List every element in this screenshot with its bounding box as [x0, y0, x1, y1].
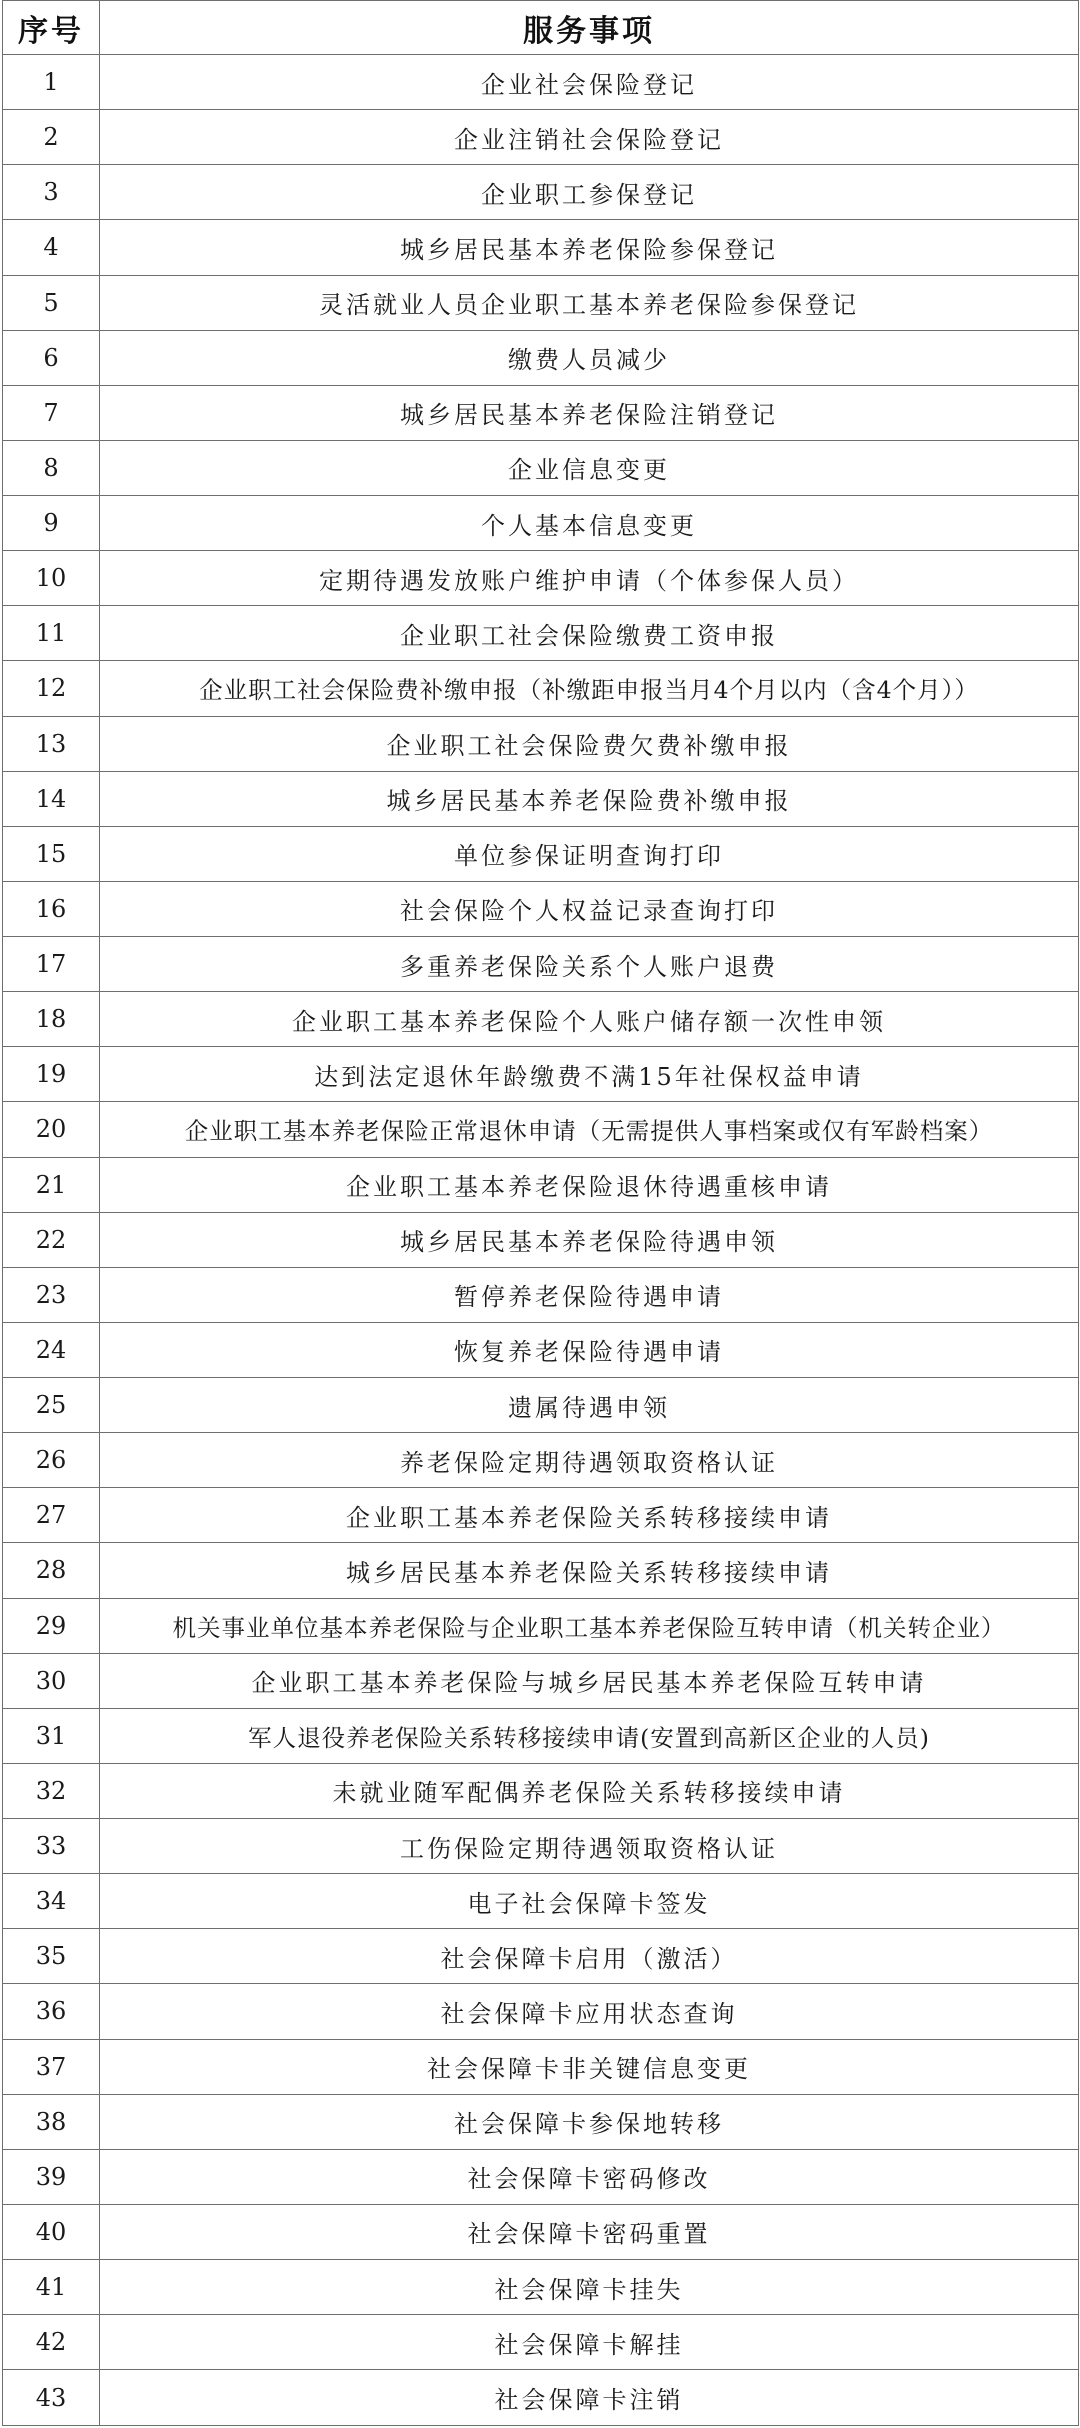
- table-row: [3, 1157, 1079, 1212]
- row-index: 24: [3, 1322, 100, 1377]
- row-service-item: 城乡居民基本养老保险参保登记: [100, 220, 1079, 275]
- row-index: 12: [3, 661, 100, 716]
- row-service-item: 遗属待遇申领: [100, 1378, 1079, 1433]
- row-index: 3: [3, 165, 100, 220]
- row-index: 38: [3, 2094, 100, 2149]
- row-index: 6: [3, 330, 100, 385]
- row-service-item: 个人基本信息变更: [100, 496, 1079, 551]
- header-row: [3, 1, 1079, 55]
- header-service-item: 服务事项: [100, 1, 1079, 55]
- table-row: [3, 1488, 1079, 1543]
- table-row: [3, 992, 1079, 1047]
- row-index: 26: [3, 1433, 100, 1488]
- table-row: [3, 661, 1079, 716]
- row-service-item: 企业职工参保登记: [100, 165, 1079, 220]
- table-row: [3, 496, 1079, 551]
- table-row: [3, 1543, 1079, 1598]
- table-row: [3, 826, 1079, 881]
- row-index: 30: [3, 1653, 100, 1708]
- table-row: [3, 606, 1079, 661]
- row-service-item: 企业职工基本养老保险与城乡居民基本养老保险互转申请: [100, 1653, 1079, 1708]
- table-row: [3, 2260, 1079, 2315]
- row-index: 16: [3, 881, 100, 936]
- table-row: [3, 1212, 1079, 1267]
- table-row: [3, 1874, 1079, 1929]
- row-service-item: 社会保障卡应用状态查询: [100, 1984, 1079, 2039]
- table-row: [3, 2149, 1079, 2204]
- row-index: 22: [3, 1212, 100, 1267]
- table-row: [3, 771, 1079, 826]
- row-service-item: 城乡居民基本养老保险待遇申领: [100, 1212, 1079, 1267]
- row-service-item: 社会保障卡挂失: [100, 2260, 1079, 2315]
- row-service-item: 企业职工社会保险费欠费补缴申报: [100, 716, 1079, 771]
- table-row: [3, 1653, 1079, 1708]
- table-row: [3, 440, 1079, 495]
- row-index: 11: [3, 606, 100, 661]
- table-row: [3, 165, 1079, 220]
- table-row: [3, 1708, 1079, 1763]
- row-index: 31: [3, 1708, 100, 1763]
- row-service-item: 社会保障卡解挂: [100, 2315, 1079, 2370]
- table-row: [3, 1047, 1079, 1102]
- row-index: 36: [3, 1984, 100, 2039]
- table-row: [3, 1267, 1079, 1322]
- row-index: 1: [3, 55, 100, 110]
- row-service-item: 社会保障卡注销: [100, 2370, 1079, 2426]
- row-service-item: 企业职工基本养老保险退休待遇重核申请: [100, 1157, 1079, 1212]
- row-service-item: 达到法定退休年龄缴费不满15年社保权益申请: [100, 1047, 1079, 1102]
- row-index: 13: [3, 716, 100, 771]
- row-index: 35: [3, 1929, 100, 1984]
- row-index: 27: [3, 1488, 100, 1543]
- table-row: [3, 1763, 1079, 1818]
- row-service-item: 暂停养老保险待遇申请: [100, 1267, 1079, 1322]
- row-service-item: 多重养老保险关系个人账户退费: [100, 937, 1079, 992]
- row-service-item: 未就业随军配偶养老保险关系转移接续申请: [100, 1763, 1079, 1818]
- table-row: [3, 110, 1079, 165]
- row-service-item: 企业职工基本养老保险关系转移接续申请: [100, 1488, 1079, 1543]
- row-service-item: 社会保障卡非关键信息变更: [100, 2039, 1079, 2094]
- row-service-item: 军人退役养老保险关系转移接续申请(安置到高新区企业的人员): [100, 1708, 1079, 1763]
- table-row: [3, 2204, 1079, 2259]
- row-index: 21: [3, 1157, 100, 1212]
- row-index: 4: [3, 220, 100, 275]
- row-service-item: 电子社会保障卡签发: [100, 1874, 1079, 1929]
- row-index: 20: [3, 1102, 100, 1157]
- row-service-item: 社会保障卡密码修改: [100, 2149, 1079, 2204]
- table-row: [3, 2094, 1079, 2149]
- row-index: 32: [3, 1763, 100, 1818]
- row-service-item: 恢复养老保险待遇申请: [100, 1322, 1079, 1377]
- row-index: 25: [3, 1378, 100, 1433]
- row-service-item: 城乡居民基本养老保险费补缴申报: [100, 771, 1079, 826]
- table-row: [3, 1984, 1079, 2039]
- row-index: 19: [3, 1047, 100, 1102]
- row-index: 33: [3, 1819, 100, 1874]
- row-index: 37: [3, 2039, 100, 2094]
- table-row: [3, 330, 1079, 385]
- row-service-item: 灵活就业人员企业职工基本养老保险参保登记: [100, 275, 1079, 330]
- table-row: [3, 2370, 1079, 2426]
- row-service-item: 社会保障卡密码重置: [100, 2204, 1079, 2259]
- row-service-item: 定期待遇发放账户维护申请（个体参保人员）: [100, 551, 1079, 606]
- row-index: 10: [3, 551, 100, 606]
- table-row: [3, 2315, 1079, 2370]
- row-index: 2: [3, 110, 100, 165]
- row-service-item: 社会保险个人权益记录查询打印: [100, 881, 1079, 936]
- header-index: 序号: [3, 1, 100, 55]
- row-service-item: 单位参保证明查询打印: [100, 826, 1079, 881]
- table-row: [3, 551, 1079, 606]
- table-row: [3, 1102, 1079, 1157]
- row-service-item: 城乡居民基本养老保险关系转移接续申请: [100, 1543, 1079, 1598]
- table-row: [3, 1598, 1079, 1653]
- row-service-item: 企业职工社会保险缴费工资申报: [100, 606, 1079, 661]
- row-index: 43: [3, 2370, 100, 2426]
- table-row: [3, 385, 1079, 440]
- row-index: 23: [3, 1267, 100, 1322]
- row-index: 7: [3, 385, 100, 440]
- table-row: [3, 937, 1079, 992]
- row-index: 9: [3, 496, 100, 551]
- row-service-item: 企业职工社会保险费补缴申报（补缴距申报当月4个月以内（含4个月））: [100, 661, 1079, 716]
- row-service-item: 社会保障卡启用（激活）: [100, 1929, 1079, 1984]
- row-index: 29: [3, 1598, 100, 1653]
- table-row: [3, 2039, 1079, 2094]
- table-row: [3, 881, 1079, 936]
- row-service-item: 机关事业单位基本养老保险与企业职工基本养老保险互转申请（机关转企业）: [100, 1598, 1079, 1653]
- row-service-item: 企业信息变更: [100, 440, 1079, 495]
- row-service-item: 工伤保险定期待遇领取资格认证: [100, 1819, 1079, 1874]
- row-index: 41: [3, 2260, 100, 2315]
- service-items-table: [2, 0, 1079, 2426]
- row-service-item: 社会保障卡参保地转移: [100, 2094, 1079, 2149]
- row-service-item: 企业职工基本养老保险正常退休申请（无需提供人事档案或仅有军龄档案）: [100, 1102, 1079, 1157]
- row-index: 28: [3, 1543, 100, 1598]
- table-row: [3, 1433, 1079, 1488]
- row-service-item: 企业社会保险登记: [100, 55, 1079, 110]
- row-index: 14: [3, 771, 100, 826]
- row-index: 39: [3, 2149, 100, 2204]
- table-row: [3, 1322, 1079, 1377]
- row-index: 5: [3, 275, 100, 330]
- table-row: [3, 55, 1079, 110]
- row-service-item: 企业注销社会保险登记: [100, 110, 1079, 165]
- row-service-item: 城乡居民基本养老保险注销登记: [100, 385, 1079, 440]
- table-row: [3, 220, 1079, 275]
- table-row: [3, 275, 1079, 330]
- table-row: [3, 1819, 1079, 1874]
- row-index: 17: [3, 937, 100, 992]
- row-index: 42: [3, 2315, 100, 2370]
- table-row: [3, 716, 1079, 771]
- row-service-item: 缴费人员减少: [100, 330, 1079, 385]
- row-index: 40: [3, 2204, 100, 2259]
- table-row: [3, 1378, 1079, 1433]
- row-service-item: 企业职工基本养老保险个人账户储存额一次性申领: [100, 992, 1079, 1047]
- row-index: 34: [3, 1874, 100, 1929]
- row-index: 8: [3, 440, 100, 495]
- row-index: 15: [3, 826, 100, 881]
- row-index: 18: [3, 992, 100, 1047]
- table-row: [3, 1929, 1079, 1984]
- row-service-item: 养老保险定期待遇领取资格认证: [100, 1433, 1079, 1488]
